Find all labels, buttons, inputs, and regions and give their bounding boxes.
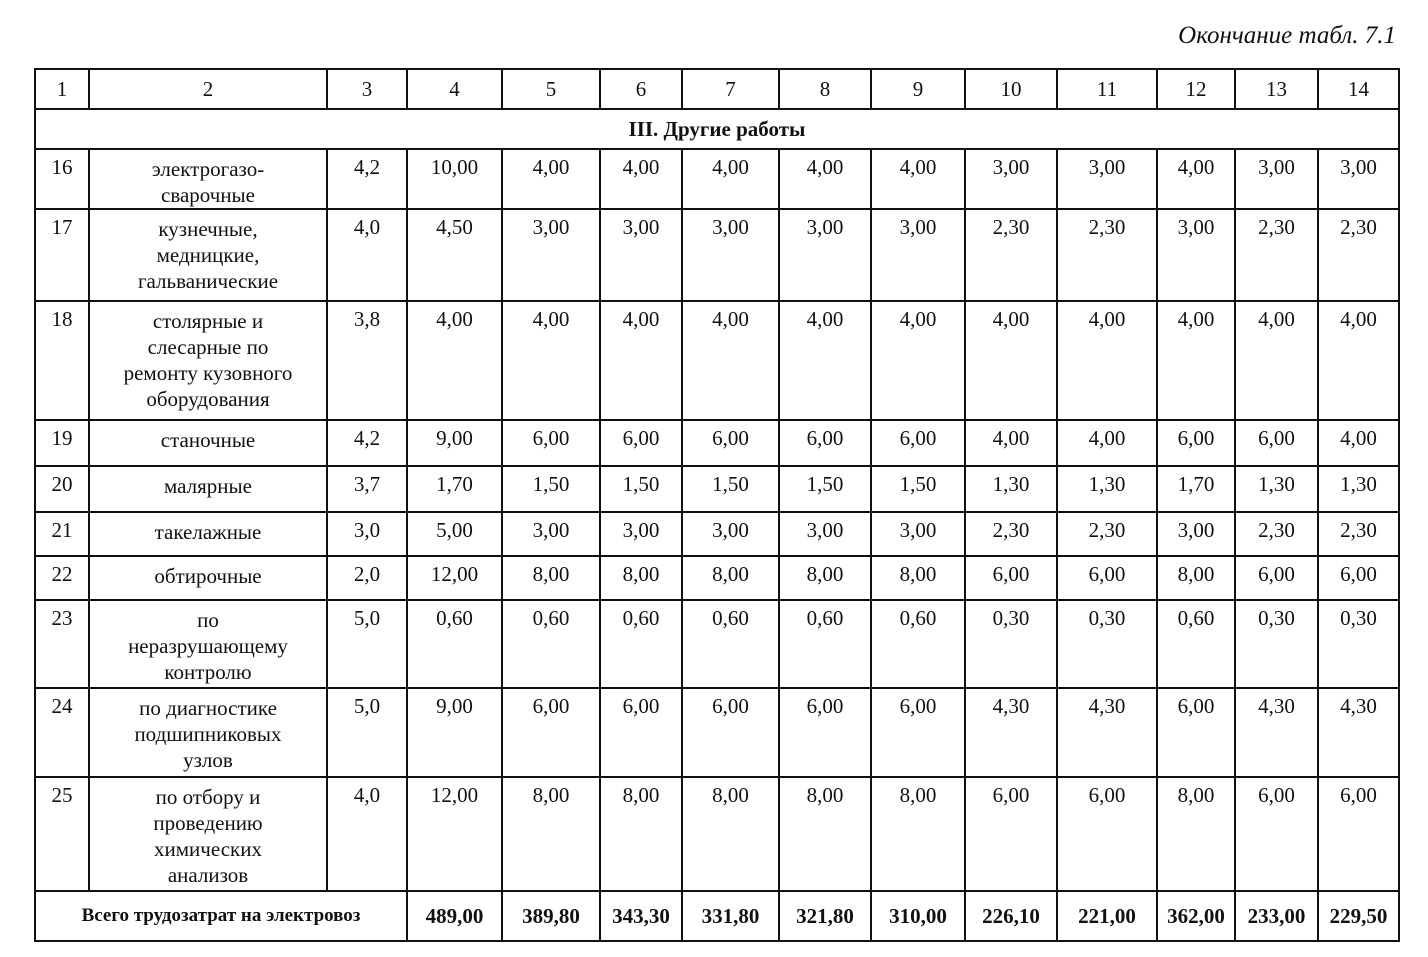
- labor-value: 1,70: [1157, 466, 1235, 512]
- column-number-5: 5: [502, 69, 600, 109]
- labor-value: 8,00: [871, 777, 965, 891]
- column-number-3: 3: [327, 69, 407, 109]
- labor-value: 0,60: [871, 600, 965, 688]
- labor-value: 12,00: [407, 777, 502, 891]
- labor-value: 1,30: [965, 466, 1057, 512]
- row-number: 16: [35, 149, 89, 209]
- labor-value: 8,00: [779, 556, 871, 600]
- column-number-14: 14: [1318, 69, 1399, 109]
- labor-table: [34, 68, 1400, 942]
- row-number: 17: [35, 209, 89, 301]
- labor-value: 8,00: [502, 556, 600, 600]
- labor-value: 6,00: [600, 420, 682, 466]
- labor-value: 3,00: [502, 512, 600, 556]
- labor-value: 9,00: [407, 688, 502, 776]
- work-type: столярные и слесарные по ремонту кузовного оборудования: [89, 301, 327, 419]
- labor-value: 6,00: [1157, 420, 1235, 466]
- labor-value: 1,50: [600, 466, 682, 512]
- labor-value: 4,00: [779, 149, 871, 209]
- coefficient: 3,8: [327, 301, 407, 419]
- labor-value: 6,00: [1057, 777, 1157, 891]
- labor-value: 0,60: [600, 600, 682, 688]
- labor-value: 6,00: [600, 688, 682, 776]
- work-type: электрогазо- сварочные: [89, 149, 327, 209]
- column-number-4: 4: [407, 69, 502, 109]
- labor-value: 6,00: [1318, 777, 1399, 891]
- labor-value: 0,30: [965, 600, 1057, 688]
- labor-value: 2,30: [965, 512, 1057, 556]
- row-number: 19: [35, 420, 89, 466]
- work-type: по неразрушающему контролю: [89, 600, 327, 688]
- total-value: 233,00: [1235, 891, 1318, 941]
- work-type: такелажные: [89, 512, 327, 556]
- coefficient: 4,2: [327, 149, 407, 209]
- row-number: 21: [35, 512, 89, 556]
- table-row: [35, 600, 1399, 688]
- labor-value: 10,00: [407, 149, 502, 209]
- total-row: [35, 891, 1399, 941]
- labor-value: 3,00: [682, 512, 779, 556]
- labor-value: 1,50: [779, 466, 871, 512]
- labor-value: 9,00: [407, 420, 502, 466]
- labor-value: 4,00: [1318, 301, 1399, 419]
- labor-value: 1,30: [1235, 466, 1318, 512]
- labor-value: 1,50: [682, 466, 779, 512]
- labor-value: 8,00: [502, 777, 600, 891]
- table-row: [35, 209, 1399, 301]
- header-row-group: [35, 69, 1399, 109]
- labor-value: 4,00: [1318, 420, 1399, 466]
- total-value: 321,80: [779, 891, 871, 941]
- total-value: 310,00: [871, 891, 965, 941]
- labor-value: 4,30: [965, 688, 1057, 776]
- row-number: 22: [35, 556, 89, 600]
- work-type: кузнечные, медницкие, гальванические: [89, 209, 327, 301]
- labor-value: 2,30: [1057, 209, 1157, 301]
- labor-value: 1,30: [1057, 466, 1157, 512]
- column-number-9: 9: [871, 69, 965, 109]
- row-number: 25: [35, 777, 89, 891]
- column-number-2: 2: [89, 69, 327, 109]
- labor-value: 8,00: [871, 556, 965, 600]
- labor-value: 3,00: [871, 209, 965, 301]
- table-row: [35, 777, 1399, 891]
- labor-value: 6,00: [779, 420, 871, 466]
- labor-value: 2,30: [1235, 512, 1318, 556]
- labor-value: 6,00: [1235, 556, 1318, 600]
- row-number: 24: [35, 688, 89, 776]
- labor-value: 4,00: [502, 301, 600, 419]
- labor-value: 6,00: [502, 420, 600, 466]
- labor-value: 6,00: [871, 420, 965, 466]
- labor-value: 8,00: [682, 777, 779, 891]
- row-number: 23: [35, 600, 89, 688]
- labor-value: 4,00: [600, 149, 682, 209]
- labor-value: 2,30: [965, 209, 1057, 301]
- labor-value: 1,70: [407, 466, 502, 512]
- labor-value: 0,60: [1157, 600, 1235, 688]
- labor-value: 6,00: [871, 688, 965, 776]
- labor-value: 0,30: [1235, 600, 1318, 688]
- labor-value: 2,30: [1057, 512, 1157, 556]
- labor-value: 4,00: [502, 149, 600, 209]
- labor-value: 3,00: [871, 512, 965, 556]
- labor-value: 2,30: [1235, 209, 1318, 301]
- labor-value: 3,00: [779, 512, 871, 556]
- labor-value: 6,00: [965, 556, 1057, 600]
- labor-value: 6,00: [682, 688, 779, 776]
- labor-value: 0,60: [682, 600, 779, 688]
- column-number-1: 1: [35, 69, 89, 109]
- column-number-6: 6: [600, 69, 682, 109]
- labor-value: 4,30: [1318, 688, 1399, 776]
- labor-value: 6,00: [502, 688, 600, 776]
- total-value: 489,00: [407, 891, 502, 941]
- section-title: III. Другие работы: [35, 109, 1399, 149]
- labor-value: 4,00: [871, 149, 965, 209]
- table-row: [35, 420, 1399, 466]
- labor-value: 0,60: [407, 600, 502, 688]
- labor-value: 1,30: [1318, 466, 1399, 512]
- total-value: 229,50: [1318, 891, 1399, 941]
- total-value: 362,00: [1157, 891, 1235, 941]
- labor-value: 3,00: [600, 512, 682, 556]
- labor-value: 3,00: [779, 209, 871, 301]
- coefficient: 2,0: [327, 556, 407, 600]
- labor-value: 0,30: [1057, 600, 1157, 688]
- table-row: [35, 466, 1399, 512]
- coefficient: 5,0: [327, 688, 407, 776]
- labor-value: 3,00: [600, 209, 682, 301]
- labor-value: 4,00: [779, 301, 871, 419]
- total-value: 389,80: [502, 891, 600, 941]
- column-number-8: 8: [779, 69, 871, 109]
- table-row: [35, 512, 1399, 556]
- coefficient: 5,0: [327, 600, 407, 688]
- labor-value: 8,00: [1157, 777, 1235, 891]
- table-row: [35, 688, 1399, 776]
- labor-value: 4,00: [1057, 301, 1157, 419]
- labor-value: 4,00: [965, 301, 1057, 419]
- labor-value: 8,00: [1157, 556, 1235, 600]
- labor-value: 6,00: [1057, 556, 1157, 600]
- coefficient: 3,7: [327, 466, 407, 512]
- total-label: Всего трудозатрат на электровоз: [35, 891, 407, 941]
- work-type: обтирочные: [89, 556, 327, 600]
- labor-value: 4,00: [682, 149, 779, 209]
- table-row: [35, 149, 1399, 209]
- labor-value: 6,00: [1235, 420, 1318, 466]
- coefficient: 4,2: [327, 420, 407, 466]
- coefficient: 3,0: [327, 512, 407, 556]
- work-type: по отбору и проведению химических анализов: [89, 777, 327, 891]
- labor-value: 6,00: [682, 420, 779, 466]
- total-value: 226,10: [965, 891, 1057, 941]
- labor-value: 4,30: [1235, 688, 1318, 776]
- labor-value: 3,00: [1057, 149, 1157, 209]
- labor-value: 3,00: [1157, 512, 1235, 556]
- labor-value: 8,00: [600, 777, 682, 891]
- labor-value: 3,00: [682, 209, 779, 301]
- labor-value: 8,00: [600, 556, 682, 600]
- column-number-12: 12: [1157, 69, 1235, 109]
- labor-value: 6,00: [779, 688, 871, 776]
- labor-value: 4,00: [1235, 301, 1318, 419]
- column-number-10: 10: [965, 69, 1057, 109]
- labor-value: 3,00: [1235, 149, 1318, 209]
- labor-value: 4,00: [600, 301, 682, 419]
- labor-value: 4,00: [682, 301, 779, 419]
- labor-value: 2,30: [1318, 512, 1399, 556]
- work-type: станочные: [89, 420, 327, 466]
- labor-value: 6,00: [1235, 777, 1318, 891]
- column-number-11: 11: [1057, 69, 1157, 109]
- table-caption: Окончание табл. 7.1: [1178, 22, 1396, 49]
- labor-value: 0,60: [779, 600, 871, 688]
- labor-value: 3,00: [1318, 149, 1399, 209]
- labor-value: 5,00: [407, 512, 502, 556]
- column-number-row: [35, 69, 1399, 109]
- labor-value: 1,50: [871, 466, 965, 512]
- coefficient: 4,0: [327, 777, 407, 891]
- labor-value: 4,30: [1057, 688, 1157, 776]
- labor-value: 4,00: [407, 301, 502, 419]
- labor-value: 4,00: [871, 301, 965, 419]
- labor-value: 4,00: [965, 420, 1057, 466]
- coefficient: 4,0: [327, 209, 407, 301]
- labor-value: 0,60: [502, 600, 600, 688]
- labor-value: 3,00: [1157, 209, 1235, 301]
- labor-value: 0,30: [1318, 600, 1399, 688]
- labor-value: 8,00: [779, 777, 871, 891]
- total-value: 221,00: [1057, 891, 1157, 941]
- labor-value: 4,50: [407, 209, 502, 301]
- labor-value: 4,00: [1057, 420, 1157, 466]
- labor-value: 1,50: [502, 466, 600, 512]
- table-row: [35, 556, 1399, 600]
- labor-value: 6,00: [1157, 688, 1235, 776]
- labor-value: 2,30: [1318, 209, 1399, 301]
- row-number: 18: [35, 301, 89, 419]
- column-number-13: 13: [1235, 69, 1318, 109]
- column-number-7: 7: [682, 69, 779, 109]
- total-value: 331,80: [682, 891, 779, 941]
- labor-value: 3,00: [502, 209, 600, 301]
- total-value: 343,30: [600, 891, 682, 941]
- labor-value: 4,00: [1157, 301, 1235, 419]
- table-row: [35, 301, 1399, 419]
- work-type: малярные: [89, 466, 327, 512]
- labor-value: 6,00: [965, 777, 1057, 891]
- row-number: 20: [35, 466, 89, 512]
- work-type: по диагностике подшипниковых узлов: [89, 688, 327, 776]
- labor-value: 12,00: [407, 556, 502, 600]
- labor-value: 3,00: [965, 149, 1057, 209]
- labor-value: 6,00: [1318, 556, 1399, 600]
- section-row: [35, 109, 1399, 149]
- labor-value: 8,00: [682, 556, 779, 600]
- labor-value: 4,00: [1157, 149, 1235, 209]
